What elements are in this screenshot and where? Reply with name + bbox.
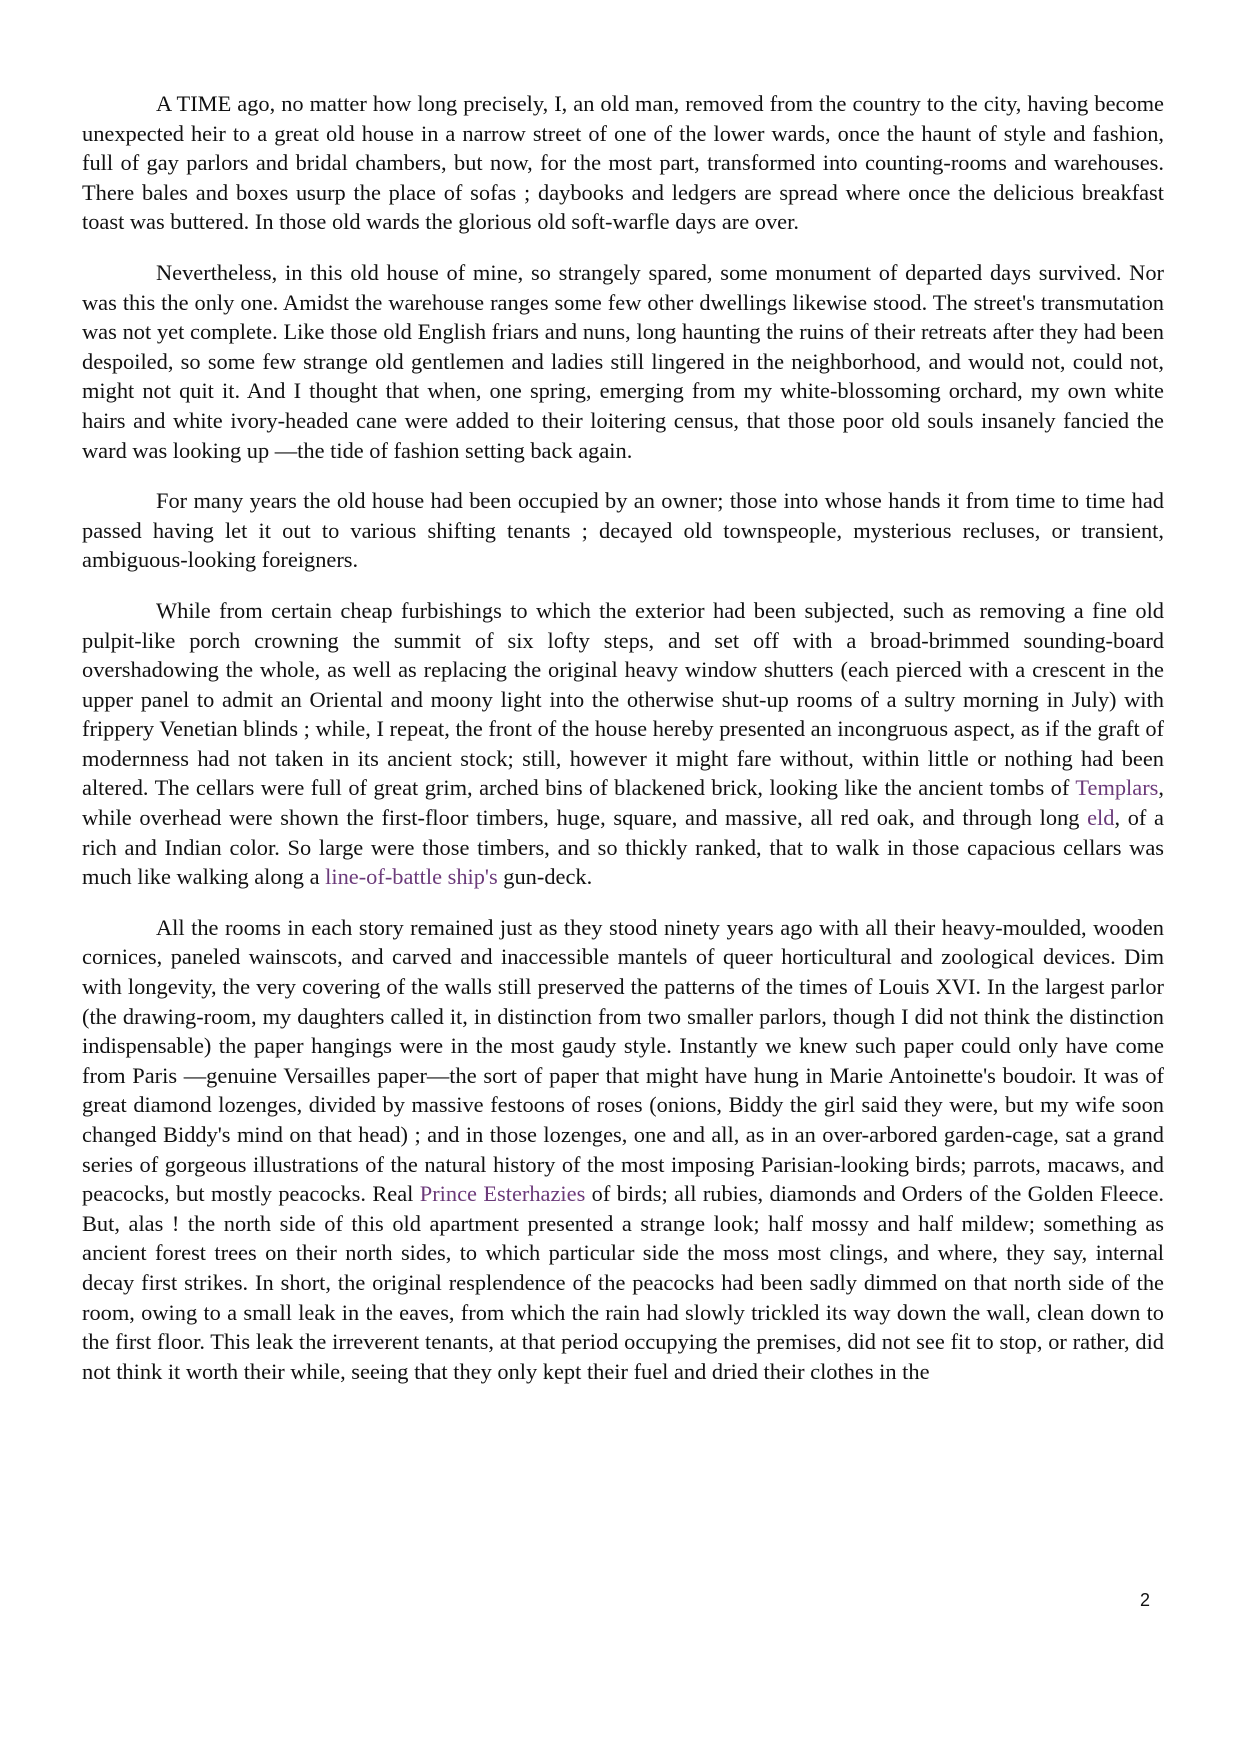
paragraph-text: All the rooms in each story remained just as they stood ninety years ago with all their heavy-moulded, wooden cornices, paneled wainscots, and carved and inaccessible mantels of queer horticultural and zoological devices. Dim with longevity, the very covering of the walls still preserved the patterns of the times of Louis XVI. In the largest parlor (the drawing-room, my daughters called it, in distinction from two smaller parlors, though I did not think the distinction indispensable) the paper hangings were in the most gaudy style. Instantly we knew such paper could only have come from Paris —genuine Versailles paper—the sort of paper that might have hung in Marie Antoinette's boudoir. It was of great diamond lozenges, divided by massive festoons of roses (onions, Biddy the girl said they were, but my wife soon changed Biddy's mind on that head) ; and in those lozenges, one and all, as in an over-arbored garden-cage, sat a grand series of gorgeous illustrations of the natural history of the most imposing Parisian-looking birds; parrots, macaws, and peacocks, but mostly peacocks. Real [82, 914, 1164, 1207]
paragraph [82, 596, 1164, 892]
paragraph-text: A TIME ago, no matter how long precisely, I, an old man, removed from the country to the city, having become unexpected heir to a great old house in a narrow street of one of the lower wards, once the haunt of style and fashion, full of gay parlors and bridal chambers, but now, for the most part, transformed into counting-rooms and warehouses. There bales and boxes usurp the place of sofas ; daybooks and ledgers are spread where once the delicious breakfast toast was buttered. In those old wards the glorious old soft-warfle days are over. [82, 91, 1164, 235]
paragraph-text: , of a rich and Indian color. So large were those timbers, and so thickly ranked, that to walk in those capacious cellars was much like walking along a [82, 805, 1164, 890]
paragraph-text: While from certain cheap furbishings to which the exterior had been subjected, such as removing a fine old pulpit-like porch crowning the summit of six lofty steps, and set off with a broad-brimmed sounding-board overshadowing the whole, as well as replacing the original heavy window shutters (each pierced with a crescent in the upper panel to admit an Oriental and moony light into the otherwise shut-up rooms of a sultry morning in July) with frippery Venetian blinds ; while, I repeat, the front of the house hereby presented an incongruous aspect, as if the graft of modernness had not taken in its ancient stock; still, however it might fare without, within little or nothing had been altered. The cellars were full of great grim, arched bins of blackened brick, looking like the ancient tombs of [82, 597, 1164, 801]
paragraph-text: , while overhead were shown the first-floor timbers, huge, square, and massive, all red oak, and through long [82, 775, 1164, 831]
paragraph-text: For many years the old house had been occupied by an owner; those into whose hands it from time to time had passed having let it out to various shifting tenants ; decayed old townspeople, mysterious recluses, or transient, ambiguous-looking foreigners. [82, 488, 1164, 573]
paragraph [82, 486, 1164, 575]
paragraph [82, 89, 1164, 237]
link-templars[interactable]: Templars [1075, 775, 1159, 801]
paragraph-text: of birds; all rubies, diamonds and Orders of the Golden Fleece. But, alas ! the north side of this old apartment presented a strange look; half mossy and half mildew; something as ancient forest trees on their north sides, to which particular side the moss most clings, and where, they say, internal decay first strikes. In short, the original resplendence of the peacocks had been sadly dimmed on that north side of the room, owing to a small leak in the eaves, from which the rain had slowly trickled its way down the wall, clean down to the first floor. This leak the irreverent tenants, at that period occupying the premises, did not see fit to stop, or rather, did not think it worth their while, seeing that they only kept their fuel and dried their clothes in the [82, 1181, 1164, 1384]
link-line-of-battle-ships[interactable]: line-of-battle ship's [325, 864, 498, 890]
document-page [82, 89, 1164, 1407]
paragraph-text: gun-deck. [497, 864, 593, 890]
link-eld[interactable]: eld [1087, 805, 1115, 831]
page-number: 2 [1140, 1590, 1151, 1610]
paragraph [82, 913, 1164, 1387]
paragraph [82, 258, 1164, 465]
link-prince-esterhazies[interactable]: Prince Esterhazies [419, 1181, 586, 1207]
paragraph-text: Nevertheless, in this old house of mine, so strangely spared, some monument of departed days survived. Nor was this the only one. Amidst the warehouse ranges some few other dwellings likewise stood. The street's transmutation was not yet complete. Like those old English friars and nuns, long haunting the ruins of their retreats after they had been despoiled, so some few strange old gentlemen and ladies still lingered in the neighborhood, and would not, could not, might not quit it. And I thought that when, one spring, emerging from my white-blossoming orchard, my own white hairs and white ivory-headed cane were added to their loitering census, that those poor old souls insanely fancied the ward was looking up —the tide of fashion setting back again. [82, 259, 1164, 463]
